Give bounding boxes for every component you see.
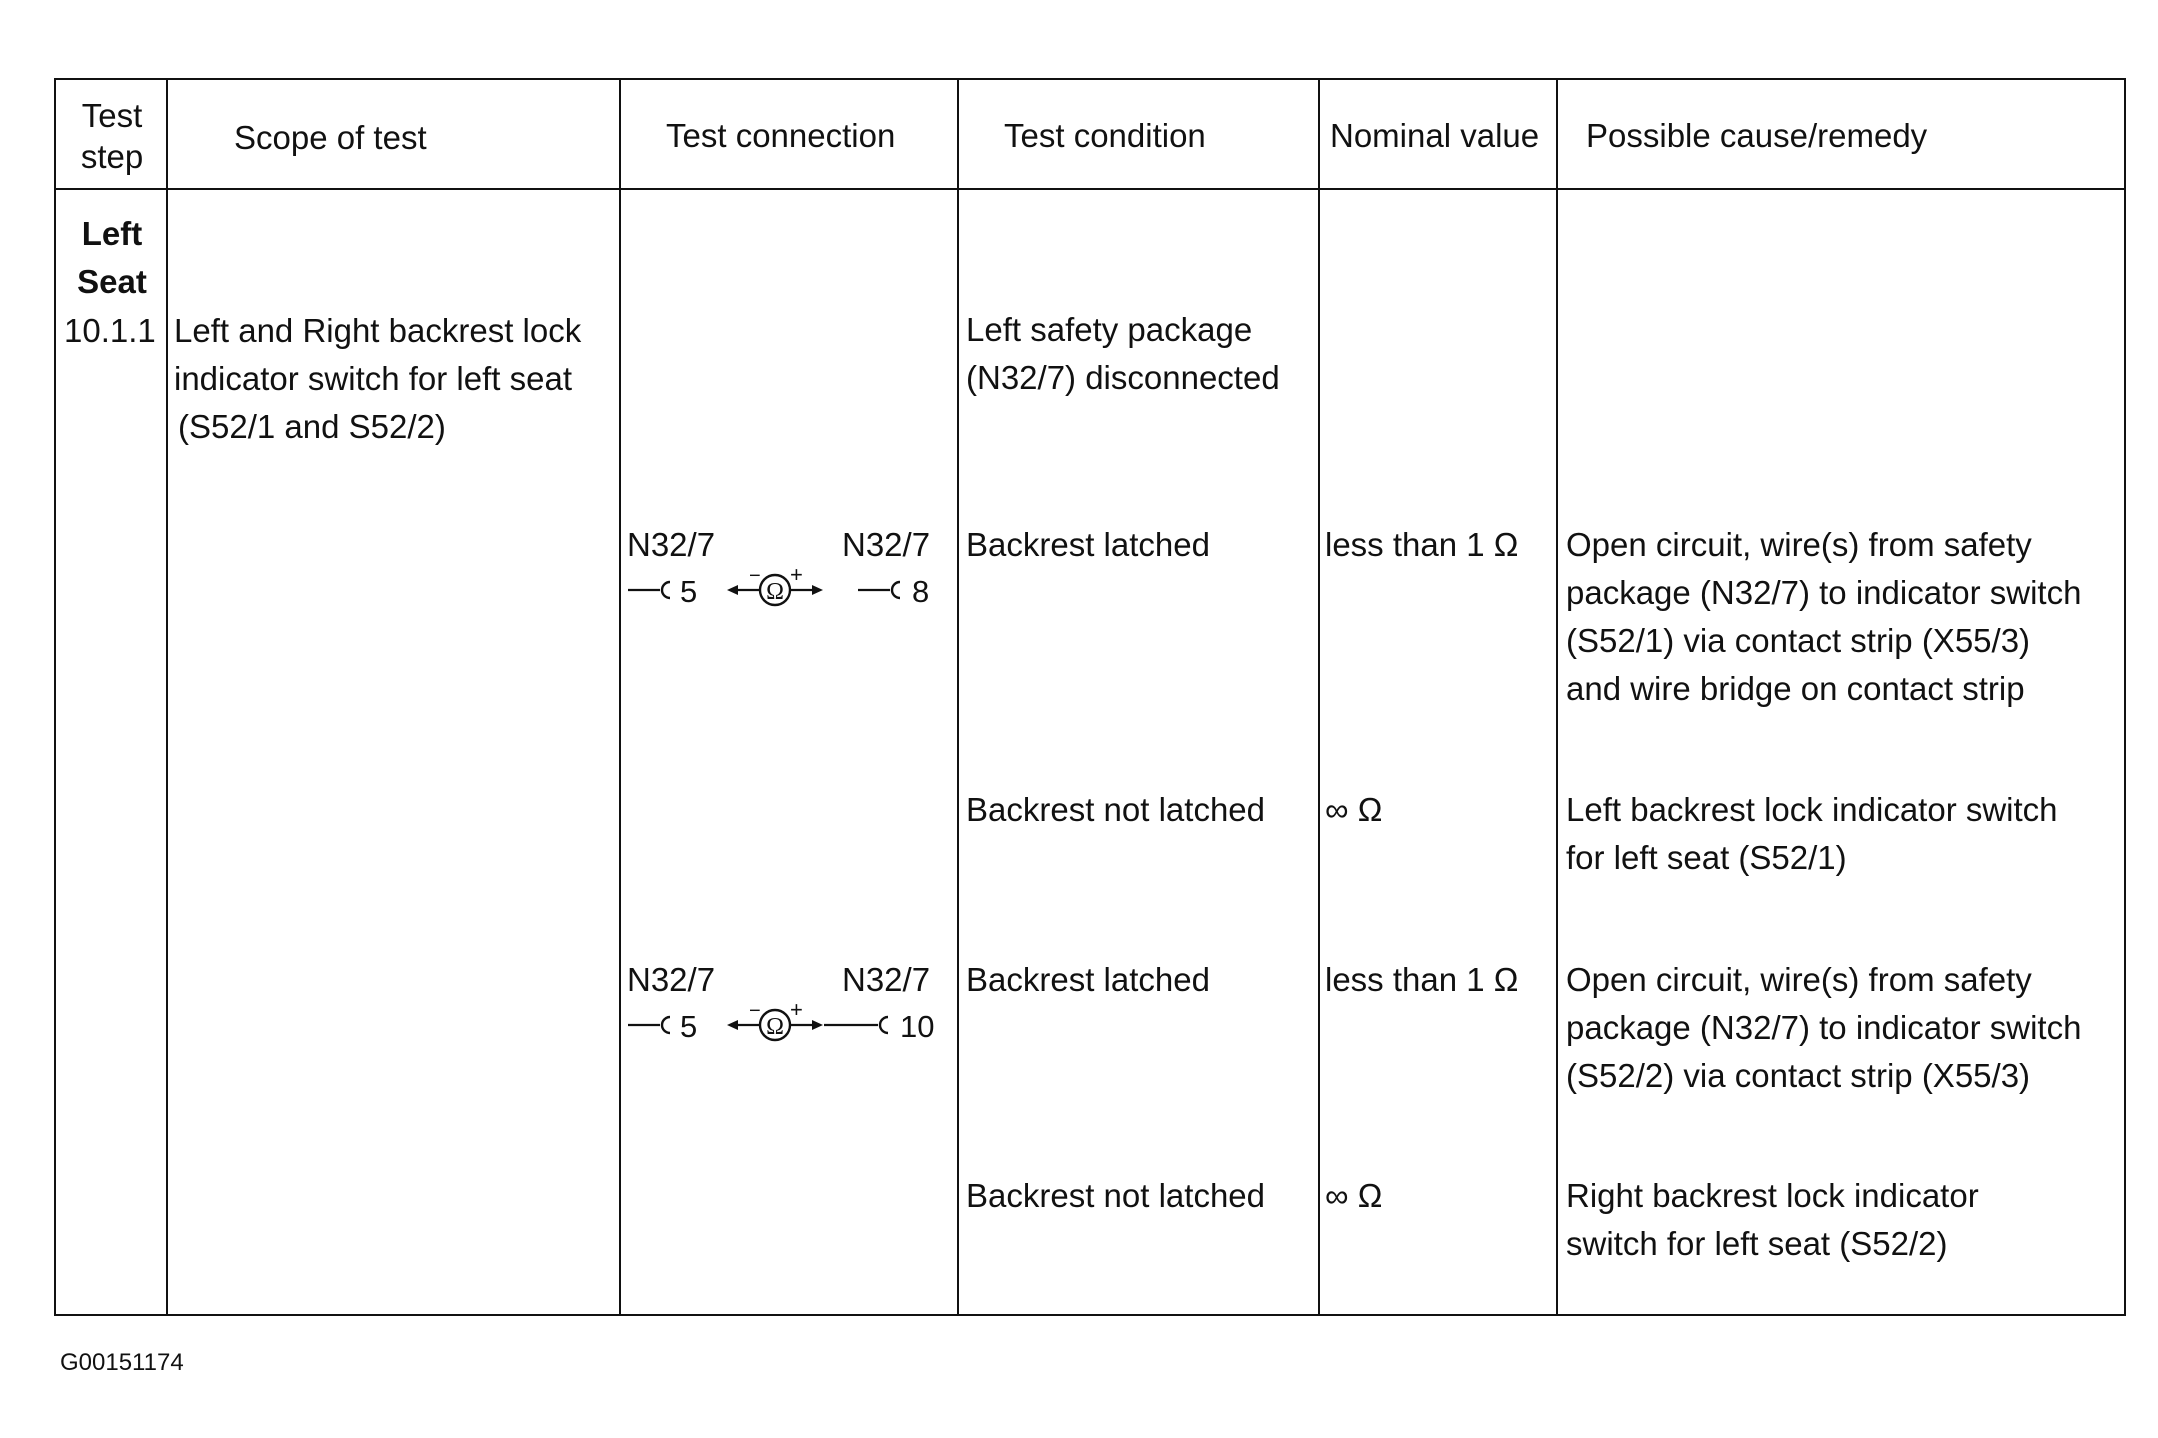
cause-line: Right backrest lock indicator — [1566, 1177, 1979, 1214]
cause-line: switch for left seat (S52/2) — [1566, 1225, 1948, 1262]
header-test-step-line: Test — [81, 97, 143, 134]
cause-line: and wire bridge on contact strip — [1566, 670, 2025, 707]
header-divider — [54, 188, 2126, 190]
left-pin-number: 5 — [680, 574, 698, 609]
figure-id: G00151174 — [60, 1349, 184, 1376]
cause-line: package (N32/7) to indicator switch — [1566, 574, 2082, 611]
connection-right-label: N32/7 — [842, 526, 931, 563]
condition-text: (N32/7) disconnected — [966, 359, 1280, 396]
nominal-value: less than 1 Ω — [1325, 526, 1519, 563]
ohmmeter-diagram — [624, 1001, 954, 1053]
step-group-label: Seat — [77, 263, 147, 300]
condition-text: Backrest not latched — [966, 1177, 1265, 1214]
cause-line: Open circuit, wire(s) from safety — [1566, 961, 2032, 998]
ohm-symbol: Ω — [766, 579, 784, 605]
connector-socket-icon — [662, 582, 670, 598]
left-pin-number: 5 — [680, 1009, 698, 1044]
ohmmeter-diagram — [624, 566, 954, 618]
nominal-value: ∞ Ω — [1325, 791, 1383, 828]
condition-text: Backrest not latched — [966, 791, 1265, 828]
condition-text: Left safety package — [966, 311, 1253, 348]
minus-sign: − — [749, 566, 761, 587]
ohmmeter-connection — [624, 1001, 954, 1053]
plus-sign: + — [790, 566, 803, 587]
nominal-value: less than 1 Ω — [1325, 961, 1519, 998]
arrow-left-icon — [727, 1020, 738, 1030]
cause-line: Left backrest lock indicator switch — [1566, 791, 2058, 828]
cause-line: (S52/2) via contact strip (X55/3) — [1566, 1057, 2031, 1094]
step-group-label: Left — [81, 215, 143, 252]
connector-socket-icon — [880, 1017, 888, 1033]
scope-line: indicator switch for left seat — [174, 360, 572, 397]
connection-left-label: N32/7 — [627, 961, 716, 998]
column-divider — [619, 78, 621, 1316]
step-number: 10.1.1 — [64, 312, 156, 349]
cause-line: Open circuit, wire(s) from safety — [1566, 526, 2032, 563]
column-divider — [1318, 78, 1320, 1316]
right-pin-number: 8 — [912, 574, 930, 609]
arrow-left-icon — [727, 585, 738, 595]
scope-line: Left and Right backrest lock — [174, 312, 582, 349]
cause-line: for left seat (S52/1) — [1566, 839, 1847, 876]
condition-text: Backrest latched — [966, 526, 1210, 563]
connector-socket-icon — [892, 582, 900, 598]
ohmmeter-connection — [624, 566, 954, 618]
column-divider — [1556, 78, 1558, 1316]
header-condition: Test condition — [1004, 117, 1206, 154]
minus-sign: − — [749, 1001, 761, 1022]
header-scope: Scope of test — [234, 119, 427, 156]
column-divider — [166, 78, 168, 1316]
header-cause: Possible cause/remedy — [1586, 117, 1928, 154]
header-test-step-line: step — [80, 138, 144, 175]
condition-text: Backrest latched — [966, 961, 1210, 998]
connector-socket-icon — [662, 1017, 670, 1033]
arrow-right-icon — [812, 585, 823, 595]
ohm-symbol: Ω — [766, 1014, 784, 1040]
connection-left-label: N32/7 — [627, 526, 716, 563]
connection-right-label: N32/7 — [842, 961, 931, 998]
cause-line: package (N32/7) to indicator switch — [1566, 1009, 2082, 1046]
header-connection: Test connection — [666, 117, 896, 154]
arrow-right-icon — [812, 1020, 823, 1030]
cause-line: (S52/1) via contact strip (X55/3) — [1566, 622, 2031, 659]
header-test-step — [60, 94, 164, 179]
plus-sign: + — [790, 1001, 803, 1022]
nominal-value: ∞ Ω — [1325, 1177, 1383, 1214]
right-pin-number: 10 — [900, 1009, 935, 1044]
column-divider — [957, 78, 959, 1316]
header-nominal: Nominal value — [1330, 117, 1540, 154]
scope-line: (S52/1 and S52/2) — [178, 408, 446, 445]
